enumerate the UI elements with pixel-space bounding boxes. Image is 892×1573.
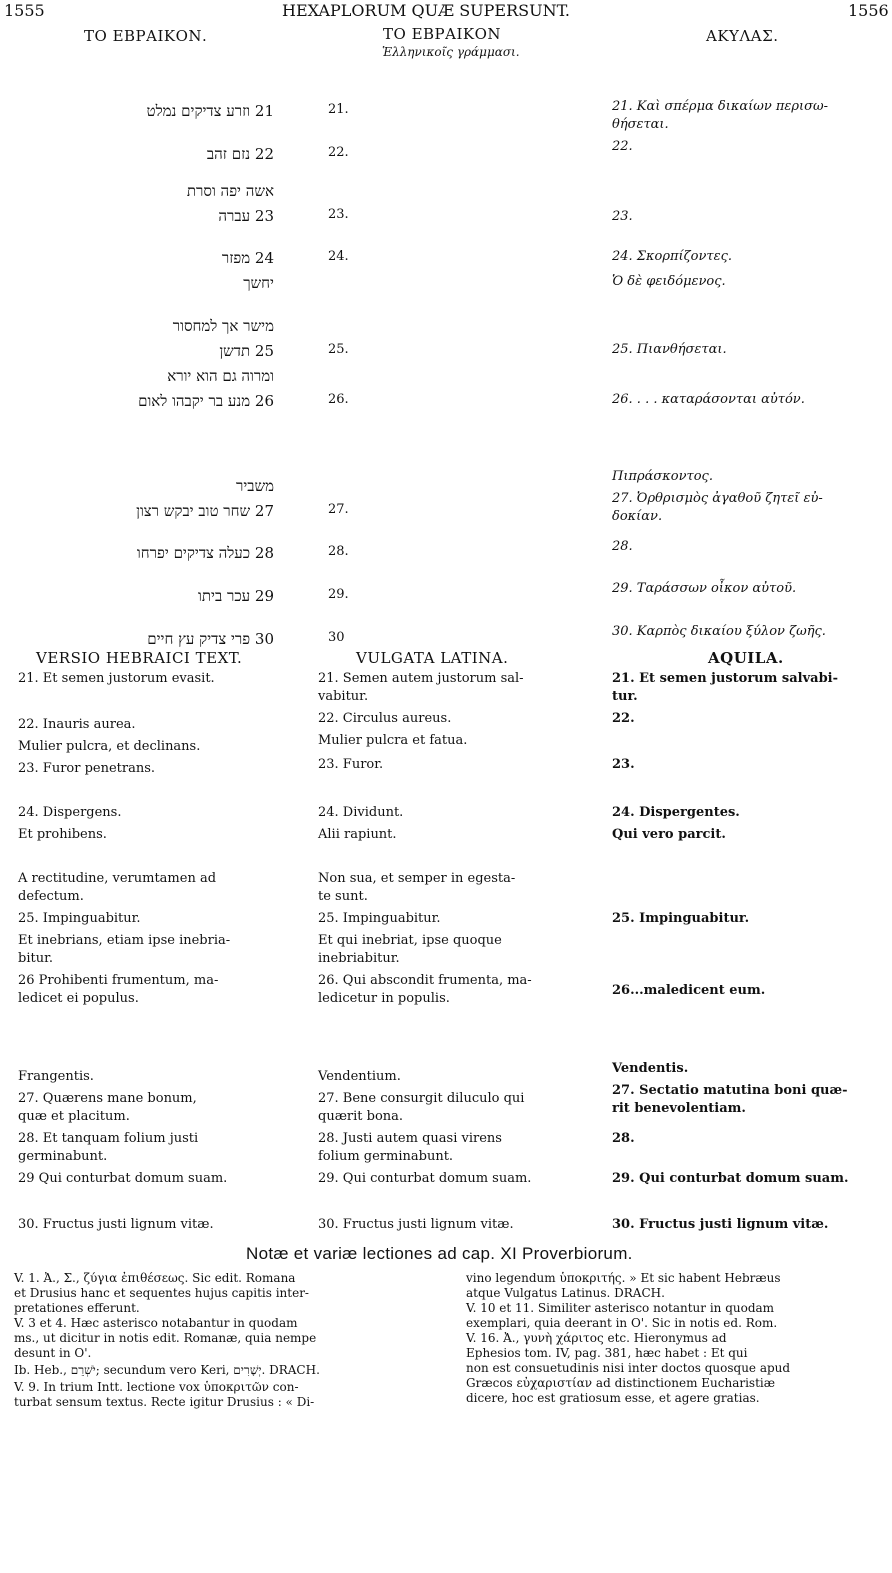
vulgata-line: 29. Qui conturbat domum suam. <box>318 1171 532 1186</box>
translit-line: 24. <box>328 249 349 264</box>
vulgata-line: 21. Semen autem justorum sal- <box>318 671 524 686</box>
note-line: V. 1. Ἀ., Σ., ζύγια ἐπιθέσεως. Sic edit. Romana <box>14 1271 296 1285</box>
hebrew-line: 21 וזרע צדיקים נמלט <box>146 102 274 120</box>
vulgata-line: ledicetur in populis. <box>318 991 450 1006</box>
versio-line: ledicet ei populus. <box>18 991 139 1006</box>
aquila-greek-line: 28. <box>612 539 633 554</box>
vulgata-line: Non sua, et semper in egesta- <box>318 871 516 886</box>
vulgata-line: 30. Fructus justi lignum vitæ. <box>318 1217 514 1232</box>
aquila-greek-line: 29. Ταράσσων οἶκον αὐτοῦ. <box>612 581 797 596</box>
note-line: desunt in O'. <box>14 1346 92 1360</box>
hebrew-line: 23 עברה <box>218 207 274 225</box>
aquila-latin-line: rit benevolentiam. <box>612 1101 746 1116</box>
versio-line: defectum. <box>18 889 84 904</box>
versio-line: 29 Qui conturbat domum suam. <box>18 1171 228 1186</box>
translit-column-subtitle: Ἑλληνικοῖς γράμμασι. <box>382 45 520 59</box>
hebrew-line: 26 מנע בר יקבהו לאום <box>138 392 274 410</box>
aquila-greek-line: 23. <box>612 209 633 224</box>
aquila-latin-line: 27. Sectatio matutina boni quæ- <box>612 1083 848 1098</box>
hebrew-line: 30 פרי צדיק עץ חיים <box>147 630 274 648</box>
vulgata-column-title: VULGATA LATINA. <box>356 649 509 667</box>
note-line: turbat sensum textus. Recte igitur Drusius : « Di- <box>14 1395 315 1409</box>
aquila-latin-line: 29. Qui conturbat domum suam. <box>612 1171 849 1186</box>
vulgata-line: folium germinabunt. <box>318 1149 454 1164</box>
translit-line: 30 <box>328 630 345 645</box>
vulgata-line: 24. Dividunt. <box>318 805 404 820</box>
aquila-greek-line: 22. <box>612 139 633 154</box>
hebrew-line: 24 מפזר <box>221 249 274 267</box>
vulgata-line: 27. Bene consurgit diluculo qui <box>318 1091 525 1106</box>
vulgata-line: 23. Furor. <box>318 757 384 772</box>
versio-line: Frangentis. <box>18 1069 94 1084</box>
versio-line: germinabunt. <box>18 1149 108 1164</box>
translit-line: 22. <box>328 145 349 160</box>
vulgata-line: 26. Qui abscondit frumenta, ma- <box>318 973 532 988</box>
aquila-latin-column-title: AQUILA. <box>708 649 784 667</box>
vulgata-line: 28. Justi autem quasi virens <box>318 1131 502 1146</box>
translit-line: 29. <box>328 587 349 602</box>
versio-line: 23. Furor penetrans. <box>18 761 156 776</box>
versio-line: A rectitudine, verumtamen ad <box>18 871 217 886</box>
versio-line: 26 Prohibenti frumentum, ma- <box>18 973 219 988</box>
aquila-greek-column-title: ΑΚΥΛΑΣ. <box>706 27 779 45</box>
versio-line: Et prohibens. <box>18 827 107 842</box>
aquila-greek-line: 27. Ὀρθρισμὸς ἀγαθοῦ ζητεῖ εὐ- <box>612 491 823 506</box>
page-number-right: 1556 <box>848 1 889 20</box>
translit-line: 25. <box>328 342 349 357</box>
aquila-greek-line: 21. Καὶ σπέρμα δικαίων περισω- <box>612 99 829 114</box>
versio-line: Et inebrians, etiam ipse inebria- <box>18 933 231 948</box>
aquila-greek-line: 25. Πιανθήσεται. <box>612 342 727 357</box>
aquila-latin-line: Qui vero parcit. <box>612 827 726 842</box>
hebrew-line: יחשך <box>243 274 274 292</box>
note-line: Græcos εὐχαριστίαν ad distinctionem Eucharistiæ <box>466 1376 776 1390</box>
hebrew-line: מישר אך למחסור <box>172 317 274 335</box>
hebrew-column-title: ΤΟ ΕΒΡΑΙΚΟΝ. <box>84 27 208 45</box>
aquila-greek-line: θήσεται. <box>612 117 669 132</box>
versio-line: 24. Dispergens. <box>18 805 122 820</box>
hebrew-line: ומרוה גם הוא יורא <box>167 367 274 385</box>
aquila-greek-line: δοκίαν. <box>612 509 663 524</box>
versio-line: Mulier pulcra, et declinans. <box>18 739 201 754</box>
versio-line: 27. Quærens mane bonum, <box>18 1091 197 1106</box>
vulgata-line: Alii rapiunt. <box>318 827 397 842</box>
translit-line: 27. <box>328 502 349 517</box>
note-line: exemplari, quia deerant in O'. Sic in notis ed. Rom. <box>466 1316 778 1330</box>
note-line: pretationes efferunt. <box>14 1301 140 1315</box>
versio-line: 30. Fructus justi lignum vitæ. <box>18 1217 214 1232</box>
aquila-greek-line: Πιπράσκοντος. <box>612 469 713 484</box>
note-line: V. 9. In trium Intt. lectione vox ὑποκριτῶν con- <box>14 1380 299 1394</box>
aquila-latin-line: 25. Impinguabitur. <box>612 911 750 926</box>
note-line: Ephesios tom. IV, pag. 381, hæc habet : Et qui <box>466 1346 748 1360</box>
vulgata-line: 25. Impinguabitur. <box>318 911 441 926</box>
note-line: V. 16. Ἀ., γυνὴ χάριτος etc. Hieronymus ad <box>466 1331 727 1345</box>
aquila-latin-line: 23. <box>612 757 635 772</box>
versio-line: 28. Et tanquam folium justi <box>18 1131 199 1146</box>
note-line: dicere, hoc est gratiosum esse, et agere gratias. <box>466 1391 760 1405</box>
translit-line: 28. <box>328 544 349 559</box>
aquila-greek-line: Ὁ δὲ φειδόμενος. <box>612 274 726 289</box>
translit-line: 21. <box>328 102 349 117</box>
versio-line: bitur. <box>18 951 53 966</box>
hebrew-line: 25 תדשן <box>219 342 274 360</box>
versio-line: quæ et placitum. <box>18 1109 130 1124</box>
aquila-latin-line: 26...maledicent eum. <box>612 983 766 998</box>
versio-line: 22. Inauris aurea. <box>18 717 136 732</box>
page-number-left: 1555 <box>4 1 45 20</box>
aquila-greek-line: 30. Καρπὸς δικαίου ξύλον ζωῆς. <box>612 624 826 639</box>
aquila-latin-line: 28. <box>612 1131 635 1146</box>
aquila-latin-line: 22. <box>612 711 635 726</box>
note-line: atque Vulgatus Latinus. DRACH. <box>466 1286 665 1300</box>
note-line: Ib. Heb., יֹשְׁרֵם; secundum vero Keri, יְשָׁרִים. DRACH. <box>14 1363 320 1377</box>
hebrew-line: אשה יפה וסרת <box>186 182 274 200</box>
versio-line: 21. Et semen justorum evasit. <box>18 671 215 686</box>
note-line: ms., ut dicitur in notis edit. Romanæ, quia nempe <box>14 1331 317 1345</box>
running-title: HEXAPLORUM QUÆ SUPERSUNT. <box>282 1 571 20</box>
hebrew-line: 28 כעלה צדיקים יפרחו <box>136 544 274 562</box>
aquila-latin-line: 30. Fructus justi lignum vitæ. <box>612 1217 829 1232</box>
note-line: et Drusius hanc et sequentes hujus capitis inter- <box>14 1286 309 1300</box>
note-line: V. 10 et 11. Similiter asterisco notantur in quodam <box>466 1301 775 1315</box>
vulgata-line: quærit bona. <box>318 1109 404 1124</box>
hebrew-line: 27 שחר טוב יבקש רצון <box>136 502 274 520</box>
note-line: non est consuetudinis nisi inter doctos quosque apud <box>466 1361 791 1375</box>
hebrew-line: 29 עכר ביתו <box>198 587 274 605</box>
notes-title: Notæ et variæ lectiones ad cap. XI Proverbiorum. <box>246 1244 633 1263</box>
vulgata-line: vabitur. <box>318 689 369 704</box>
vulgata-line: Vendentium. <box>318 1069 401 1084</box>
vulgata-line: Et qui inebriat, ipse quoque <box>318 933 502 948</box>
versio-column-title: VERSIO HEBRAICI TEXT. <box>36 649 243 667</box>
aquila-latin-line: tur. <box>612 689 638 704</box>
aquila-latin-line: Vendentis. <box>612 1061 689 1076</box>
vulgata-line: inebriabitur. <box>318 951 400 966</box>
vulgata-line: Mulier pulcra et fatua. <box>318 733 468 748</box>
hebrew-line: משביר <box>235 477 274 495</box>
note-line: vino legendum ὑποκριτής. » Et sic habent Hebræus <box>466 1271 781 1285</box>
translit-column-title: ΤΟ ΕΒΡΑΙΚΟΝ <box>383 25 502 43</box>
aquila-latin-line: 24. Dispergentes. <box>612 805 740 820</box>
aquila-latin-line: 21. Et semen justorum salvabi- <box>612 671 838 686</box>
aquila-greek-line: 24. Σκορπίζοντες. <box>612 249 732 264</box>
hebrew-line: 22 נזם זהב <box>206 145 274 163</box>
note-line: V. 3 et 4. Hæc asterisco notabantur in quodam <box>14 1316 298 1330</box>
aquila-greek-line: 26. . . . καταράσονται αὐτόν. <box>612 392 805 407</box>
vulgata-line: 22. Circulus aureus. <box>318 711 452 726</box>
versio-line: 25. Impinguabitur. <box>18 911 141 926</box>
translit-line: 23. <box>328 207 349 222</box>
translit-line: 26. <box>328 392 349 407</box>
vulgata-line: te sunt. <box>318 889 368 904</box>
